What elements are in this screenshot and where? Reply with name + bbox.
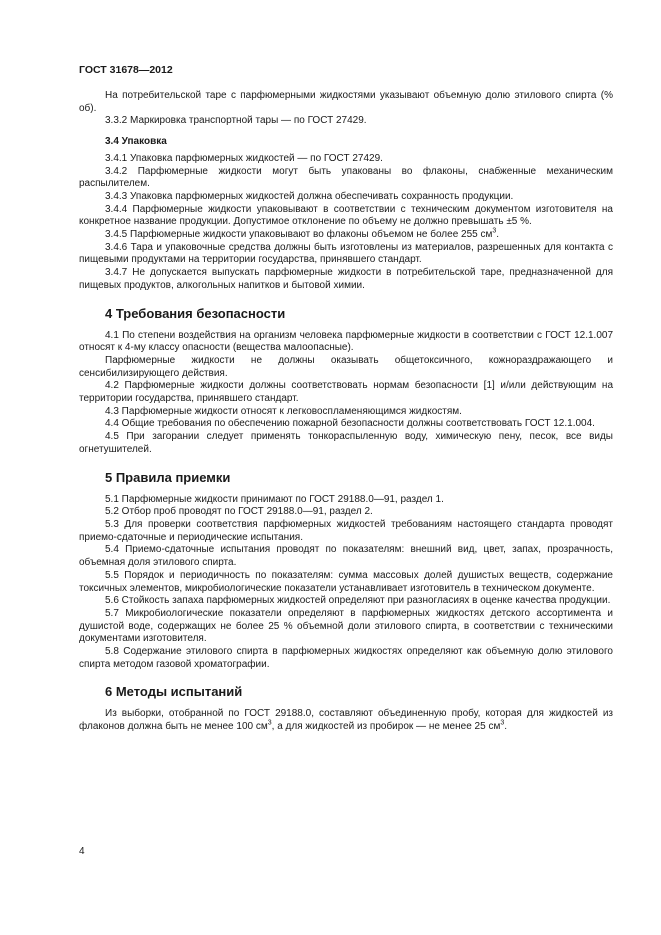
section-heading: 5 Правила приемки [105, 469, 231, 485]
paragraph: Парфюмерные жидкости не должны оказывать общетоксичного, кожнораздражающего и сенсибилизирующего действия. [79, 354, 613, 379]
text: 3.4.5 Парфюмерные жидкости упаковывают во флаконы объемом не более 255 см [105, 229, 493, 241]
superscript: 3 [267, 719, 272, 727]
paragraph: 3.4.7 Не допускается выпускать парфюмерные жидкости в потребительской таре, предназначенной для пищевых продуктов, алкогольных напитков и бытовой химии. [79, 267, 613, 291]
paragraph: 3.3.2 Маркировка транспортной тары — по ГОСТ 27429. [105, 115, 367, 127]
paragraph [79, 708, 613, 733]
paragraph: 4.1 По степени воздействия на организм человека парфюмерные жидкости в соответствии с ГОСТ 12.1.007 относят к 4-му классу опасности (вещества малоопасные). [79, 329, 613, 354]
paragraph: 5.8 Содержание этилового спирта в парфюмерных жидкостях определяют как объемную долю этилового спирта методом газовой хроматографии. [79, 646, 613, 670]
paragraph: 3.4.2 Парфюмерные жидкости могут быть упакованы во флаконы, снабженные механическим распылителем. [79, 165, 613, 190]
paragraph: 3.4.1 Упаковка парфюмерных жидкостей — по ГОСТ 27429. [105, 152, 383, 164]
paragraph: 5.7 Микробиологические показатели определяют в парфюмерных жидкостях детского ассортимента и душистой воде, содержащих не более 25 % объемной доли этилового спирта, в соответствии с техническими документами изготовителя. [79, 607, 613, 645]
paragraph [79, 229, 613, 242]
paragraph: 4.2 Парфюмерные жидкости должны соответствовать нормам безопасности [1] и/или действующим на территории государства, принявшего стандарт. [79, 380, 613, 405]
text: . [496, 229, 500, 241]
text: , а для жидкостей из пробирок — не менее 25 см [271, 721, 501, 733]
text: . [504, 721, 508, 733]
paragraph: 5.4 Приемо-сдаточные испытания проводят по показателям: внешний вид, цвет, запах, прозрачность, объемная доля этилового спирта. [79, 544, 613, 569]
paragraph: 5.5 Порядок и периодичность по показателям: сумма массовых долей душистых веществ, содержание токсичных элементов, микробиологические показатели устанавливает изготовитель в техническом документе. [79, 569, 613, 594]
text: Из выборки, отобранной по ГОСТ 29188.0, составляют объединенную пробу, которая для жидкостей из флаконов должна быть не менее 100 см [79, 708, 613, 733]
paragraph: 4.3 Парфюмерные жидкости относят к легковоспламеняющимся жидкостям. [105, 405, 462, 417]
superscript: 3 [492, 227, 497, 235]
subsection-heading: 3.4 Упаковка [105, 136, 167, 148]
paragraph: 4.4 Общие требования по обеспечению пожарной безопасности должны соответствовать ГОСТ 12.1.004. [105, 418, 595, 430]
paragraph: 3.4.4 Парфюмерные жидкости упаковывают в соответствии с техническим документом изготовителя на конкретное название продукции. Допустимое отклонение по объему не должно превышать ±5 %. [79, 203, 613, 228]
paragraph: 3.4.3 Упаковка парфюмерных жидкостей должна обеспечивать сохранность продукции. [105, 190, 514, 202]
paragraph: 3.4.6 Тара и упаковочные средства должны быть изготовлены из материалов, разрешенных для контакта с пищевыми продуктами на территории государства, принявшего стандарт. [79, 241, 613, 266]
paragraph: 5.2 Отбор проб проводят по ГОСТ 29188.0—91, раздел 2. [105, 506, 373, 518]
section-heading: 4 Требования безопасности [105, 305, 286, 321]
section-heading: 6 Методы испытаний [105, 684, 243, 700]
paragraph: На потребительской таре с парфюмерными жидкостями указывают объемную долю этилового спирта (% об). [79, 90, 613, 114]
paragraph: 4.5 При загорании следует применять тонкораспыленную воду, химическую пену, песок, все виды огнетушителей. [79, 431, 613, 455]
paragraph: 5.1 Парфюмерные жидкости принимают по ГОСТ 29188.0—91, раздел 1. [105, 493, 444, 505]
paragraph: 5.6 Стойкость запаха парфюмерных жидкостей определяют при разногласиях в оценке качества продукции. [105, 595, 611, 607]
page-number: 4 [79, 846, 85, 857]
paragraph: 5.3 Для проверки соответствия парфюмерных жидкостей требованиям настоящего стандарта проводят приемо-сдаточные и периодические испытания. [79, 518, 613, 543]
superscript: 3 [500, 719, 505, 727]
page-content [79, 90, 613, 734]
document-header: ГОСТ 31678—2012 [79, 64, 173, 76]
